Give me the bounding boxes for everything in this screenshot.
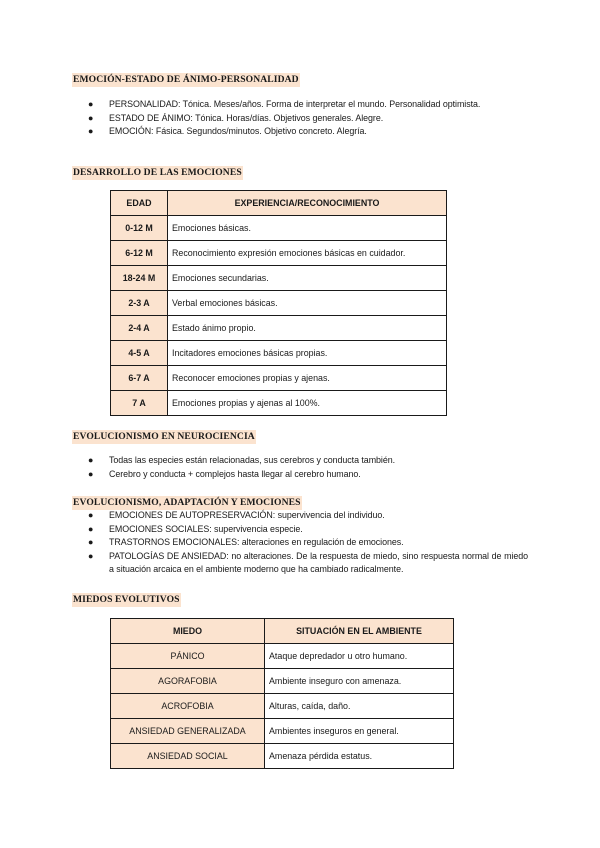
experience-cell: Reconocimiento expresión emociones básicas en cuidador. bbox=[168, 241, 447, 266]
section-heading-miedos: MIEDOS EVOLUTIVOS bbox=[73, 594, 180, 605]
situation-cell: Ataque depredador u otro humano. bbox=[265, 644, 454, 669]
section-heading-adaptacion: EVOLUCIONISMO, ADAPTACIÓN Y EMOCIONES bbox=[73, 497, 301, 508]
table-row bbox=[111, 316, 447, 341]
bullet-icon: ● bbox=[88, 99, 94, 109]
emotions-development-table bbox=[110, 190, 447, 416]
table-row bbox=[111, 669, 454, 694]
bullet-icon: ● bbox=[88, 537, 94, 547]
table-row bbox=[111, 694, 454, 719]
bullet-icon: ● bbox=[88, 550, 94, 561]
age-cell: 18-24 M bbox=[111, 266, 168, 291]
experience-cell: Verbal emociones básicas. bbox=[168, 291, 447, 316]
fear-cell: ANSIEDAD SOCIAL bbox=[111, 744, 265, 769]
list-emocion bbox=[72, 98, 528, 139]
table-row bbox=[111, 391, 447, 416]
list-item: ● ESTADO DE ÁNIMO: Tónica. Horas/días. Objetivos generales. Alegre. bbox=[72, 112, 528, 126]
table-row bbox=[111, 719, 454, 744]
column-header-experiencia: EXPERIENCIA/RECONOCIMIENTO bbox=[168, 191, 447, 216]
experience-cell: Incitadores emociones básicas propias. bbox=[168, 341, 447, 366]
section-heading-desarrollo: DESARROLLO DE LAS EMOCIONES bbox=[73, 167, 242, 178]
age-cell: 0-12 M bbox=[111, 216, 168, 241]
list-item: ● Cerebro y conducta + complejos hasta llegar al cerebro humano. bbox=[72, 468, 528, 482]
list-item: ● EMOCIONES SOCIALES: supervivencia especie. bbox=[72, 523, 528, 537]
table-row bbox=[111, 216, 447, 241]
list-neurociencia bbox=[72, 454, 528, 481]
list-item: ● EMOCIONES DE AUTOPRESERVACIÓN: supervivencia del individuo. bbox=[72, 509, 528, 523]
age-cell: 2-3 A bbox=[111, 291, 168, 316]
bullet-icon: ● bbox=[88, 523, 94, 534]
age-cell: 6-12 M bbox=[111, 241, 168, 266]
experience-cell: Emociones secundarias. bbox=[168, 266, 447, 291]
section-heading-emocion: EMOCIÓN-ESTADO DE ÁNIMO-PERSONALIDAD bbox=[73, 74, 299, 85]
experience-cell: Estado ánimo propio. bbox=[168, 316, 447, 341]
table-header-row bbox=[111, 619, 454, 644]
table-row bbox=[111, 644, 454, 669]
bullet-icon: ● bbox=[88, 455, 94, 465]
age-cell: 7 A bbox=[111, 391, 168, 416]
column-header-situacion: SITUACIÓN EN EL AMBIENTE bbox=[265, 619, 454, 644]
situation-cell: Ambiente inseguro con amenaza. bbox=[265, 669, 454, 694]
table-header-row bbox=[111, 191, 447, 216]
bullet-icon: ● bbox=[88, 468, 94, 479]
list-item: ● EMOCIÓN: Fásica. Segundos/minutos. Objetivo concreto. Alegría. bbox=[72, 125, 528, 139]
table-row bbox=[111, 744, 454, 769]
age-cell: 2-4 A bbox=[111, 316, 168, 341]
fear-cell: AGORAFOBIA bbox=[111, 669, 265, 694]
table-row bbox=[111, 291, 447, 316]
situation-cell: Alturas, caída, daño. bbox=[265, 694, 454, 719]
table-row bbox=[111, 266, 447, 291]
list-item: ● Todas las especies están relacionadas, sus cerebros y conducta también. bbox=[72, 454, 528, 468]
column-header-miedo: MIEDO bbox=[111, 619, 265, 644]
experience-cell: Reconocer emociones propias y ajenas. bbox=[168, 366, 447, 391]
table-row bbox=[111, 241, 447, 266]
bullet-icon: ● bbox=[88, 510, 94, 520]
column-header-edad: EDAD bbox=[111, 191, 168, 216]
bullet-icon: ● bbox=[88, 112, 94, 123]
experience-cell: Emociones propias y ajenas al 100%. bbox=[168, 391, 447, 416]
table-row bbox=[111, 366, 447, 391]
experience-cell: Emociones básicas. bbox=[168, 216, 447, 241]
fear-cell: PÁNICO bbox=[111, 644, 265, 669]
section-heading-neurociencia: EVOLUCIONISMO EN NEUROCIENCIA bbox=[73, 431, 255, 442]
situation-cell: Amenaza pérdida estatus. bbox=[265, 744, 454, 769]
list-item: ● PATOLOGÍAS DE ANSIEDAD: no alteraciones. De la respuesta de miedo, sino respuesta normal de miedo a situación arcaica en el ambiente moderno que ha cambiado radicalmente. bbox=[88, 550, 528, 574]
age-cell: 4-5 A bbox=[111, 341, 168, 366]
table-row bbox=[111, 341, 447, 366]
bullet-icon: ● bbox=[88, 126, 94, 136]
age-cell: 6-7 A bbox=[111, 366, 168, 391]
list-item: ● TRASTORNOS EMOCIONALES: alteraciones en regulación de emociones. bbox=[72, 536, 528, 550]
fear-cell: ACROFOBIA bbox=[111, 694, 265, 719]
list-item: ● PERSONALIDAD: Tónica. Meses/años. Forma de interpretar el mundo. Personalidad optimista. bbox=[72, 98, 528, 112]
evolutionary-fears-table bbox=[110, 618, 454, 769]
fear-cell: ANSIEDAD GENERALIZADA bbox=[111, 719, 265, 744]
list-adaptacion bbox=[72, 509, 528, 577]
situation-cell: Ambientes inseguros en general. bbox=[265, 719, 454, 744]
